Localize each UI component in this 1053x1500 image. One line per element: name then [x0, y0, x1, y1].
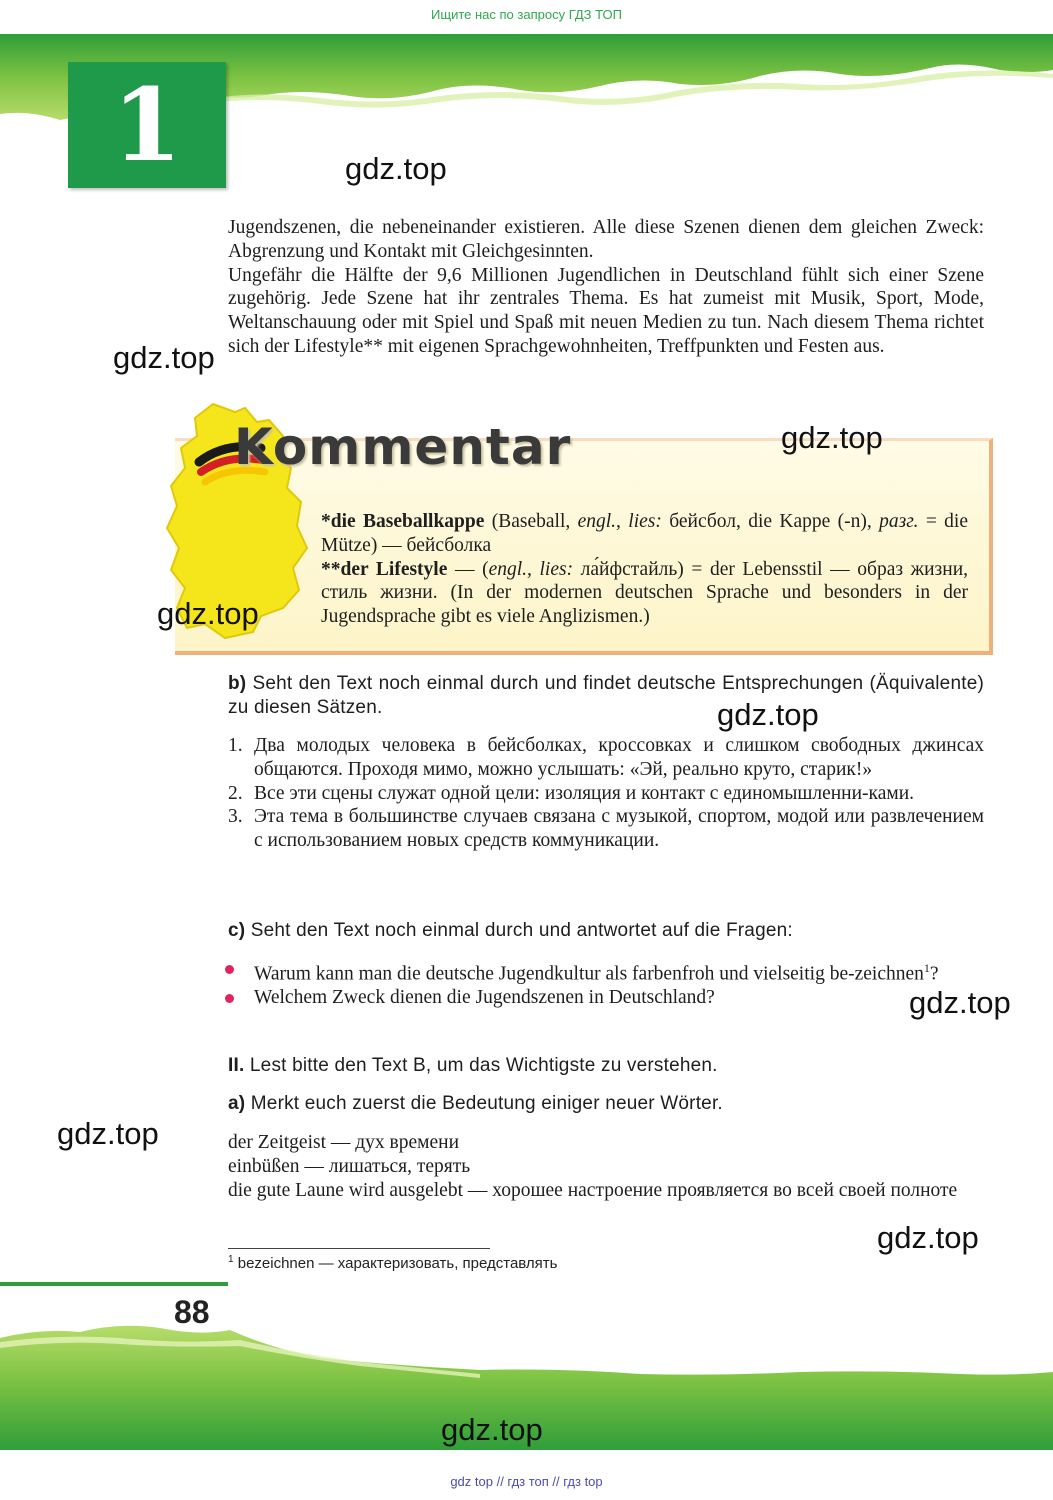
bullet-icon — [225, 965, 234, 974]
chapter-number-badge: 1 — [68, 62, 226, 188]
kommentar-entry-baseballkappe — [321, 510, 968, 558]
vocabulary-list — [228, 1131, 984, 1202]
entry-italic: разг. — [879, 511, 919, 532]
page-number-rule — [0, 1282, 228, 1286]
watermark: gdz.top — [441, 1412, 543, 1447]
entry-headword: *die Baseballkappe — [321, 511, 485, 532]
task-label: c) — [228, 920, 246, 941]
vocab-item: die gute Laune wird ausgelebt — хорошее настроение проявляется во всей своей полноте — [228, 1179, 958, 1201]
list-number: 1. — [228, 735, 243, 756]
intro-paragraph-1: Jugendszenen, die nebeneinander existieren. Alle diese Szenen dienen dem gleichen Zweck: Abgrenzung und Kontakt mit Gleichgesinnten. — [228, 217, 984, 262]
top-search-note: Ищите нас по запросу ГДЗ ТОП — [431, 7, 622, 22]
footnote-marker: 1 — [923, 961, 930, 975]
vocab-item: der Zeitgeist — дух времени — [228, 1132, 460, 1153]
footnote — [228, 1254, 558, 1272]
watermark: gdz.top — [113, 340, 215, 375]
task-b-instruction — [228, 672, 984, 720]
intro-paragraph-2: Ungefähr die Hälfte der 9,6 Millionen Jugendlichen in Deutschland fühlt sich einer Szene zugehörig. Jede Szene hat ihr zentrales Thema. Es hat zumeist mit Musik, Sport, Mode, Weltanschauung oder mit Spiel und Spaß mit neuen Medien zu tun. Nach diesem Thema richtet sich der Lifestyle** mit eigenen Sprachgewohnheiten, Treffpunkten und Festen aus. — [228, 264, 984, 357]
task-label: b) — [228, 673, 247, 694]
bullet-icon — [225, 994, 234, 1003]
task-label: a) — [228, 1093, 246, 1114]
list-item — [228, 734, 984, 782]
section-label: II. — [228, 1055, 245, 1076]
task-2a-instruction — [228, 1092, 984, 1116]
question-text: Welchem Zweck dienen die Jugendszenen in Deutschland? — [254, 987, 715, 1009]
list-item — [228, 782, 984, 806]
entry-italic: lies: — [620, 511, 662, 532]
kommentar-entry-lifestyle — [321, 558, 968, 629]
entry-italic: engl., — [488, 558, 532, 580]
entry-text: (Baseball, — [484, 511, 578, 532]
task-c-questions — [228, 957, 984, 1010]
watermark: gdz.top — [781, 420, 883, 455]
kommentar-title: Kommentar — [234, 418, 572, 476]
list-number: 2. — [228, 782, 243, 804]
page-number: 88 — [174, 1294, 210, 1330]
list-item — [228, 805, 984, 853]
list-text: Два молодых человека в бейсболках, кроссовках и слишком свободных джинсах общаются. Проходя мимо, можно услышать: «Эй, реально круто, старик!» — [254, 735, 984, 780]
footnote-divider — [228, 1248, 490, 1249]
list-text: Все эти сцены служат одной цели: изоляция и контакт с единомышленни-ками. — [254, 782, 915, 804]
bottom-site-note: gdz top // гдз топ // гдз top — [450, 1474, 603, 1489]
question-text: ? — [929, 963, 939, 985]
footnote-text: bezeichnen — характеризовать, представлять — [233, 1255, 558, 1272]
list-number: 3. — [228, 806, 243, 828]
watermark: gdz.top — [157, 596, 259, 631]
vocab-item: einbüßen — лишаться, терять — [228, 1155, 471, 1177]
intro-text — [228, 216, 984, 359]
entry-text: ла́йфстайль) = der Lebensstil — образ жизни, стиль жизни. (In der modernen deutschen Sprache und besonders in der Jugendsprache gibt es viele Anglizismen.) — [321, 558, 969, 628]
entry-text: бейсбол, die Kappe (-n), — [661, 511, 880, 532]
task-text: Merkt euch zuerst die Bedeutung einiger neuer Wörter. — [245, 1093, 723, 1114]
question-item — [228, 957, 984, 986]
entry-italic: engl., — [577, 511, 621, 532]
entry-text: = die Mütze) — бейсболка — [321, 511, 968, 556]
watermark: gdz.top — [57, 1116, 159, 1151]
watermark: gdz.top — [717, 697, 819, 732]
kommentar-text — [321, 510, 968, 629]
section-2-instruction — [228, 1054, 984, 1078]
question-text: Warum kann man die deutsche Jugendkultur als farbenfroh und vielseitig be-zeichnen — [254, 963, 924, 985]
watermark: gdz.top — [909, 985, 1011, 1020]
task-c-instruction — [228, 919, 984, 943]
entry-headword: **der Lifestyle — [321, 558, 448, 580]
task-text: Seht den Text noch einmal durch und antwortet auf die Fragen: — [245, 920, 793, 941]
list-text: Эта тема в большинстве случаев связана с музыкой, спортом, модой или развлечением с использованием новых средств коммуникации. — [254, 806, 984, 852]
task-text: Seht den Text noch einmal durch und findet deutsche Entsprechungen (Äquivalente) zu diesen Sätzen. — [228, 673, 984, 718]
question-item — [228, 986, 984, 1010]
entry-text: — ( — [447, 558, 489, 580]
entry-italic: lies: — [531, 558, 574, 580]
watermark: gdz.top — [877, 1220, 979, 1255]
footnote-marker: 1 — [228, 1254, 234, 1265]
task-b-list — [228, 734, 984, 853]
watermark: gdz.top — [345, 151, 447, 186]
section-text: Lest bitte den Text B, um das Wichtigste zu verstehen. — [244, 1055, 718, 1076]
